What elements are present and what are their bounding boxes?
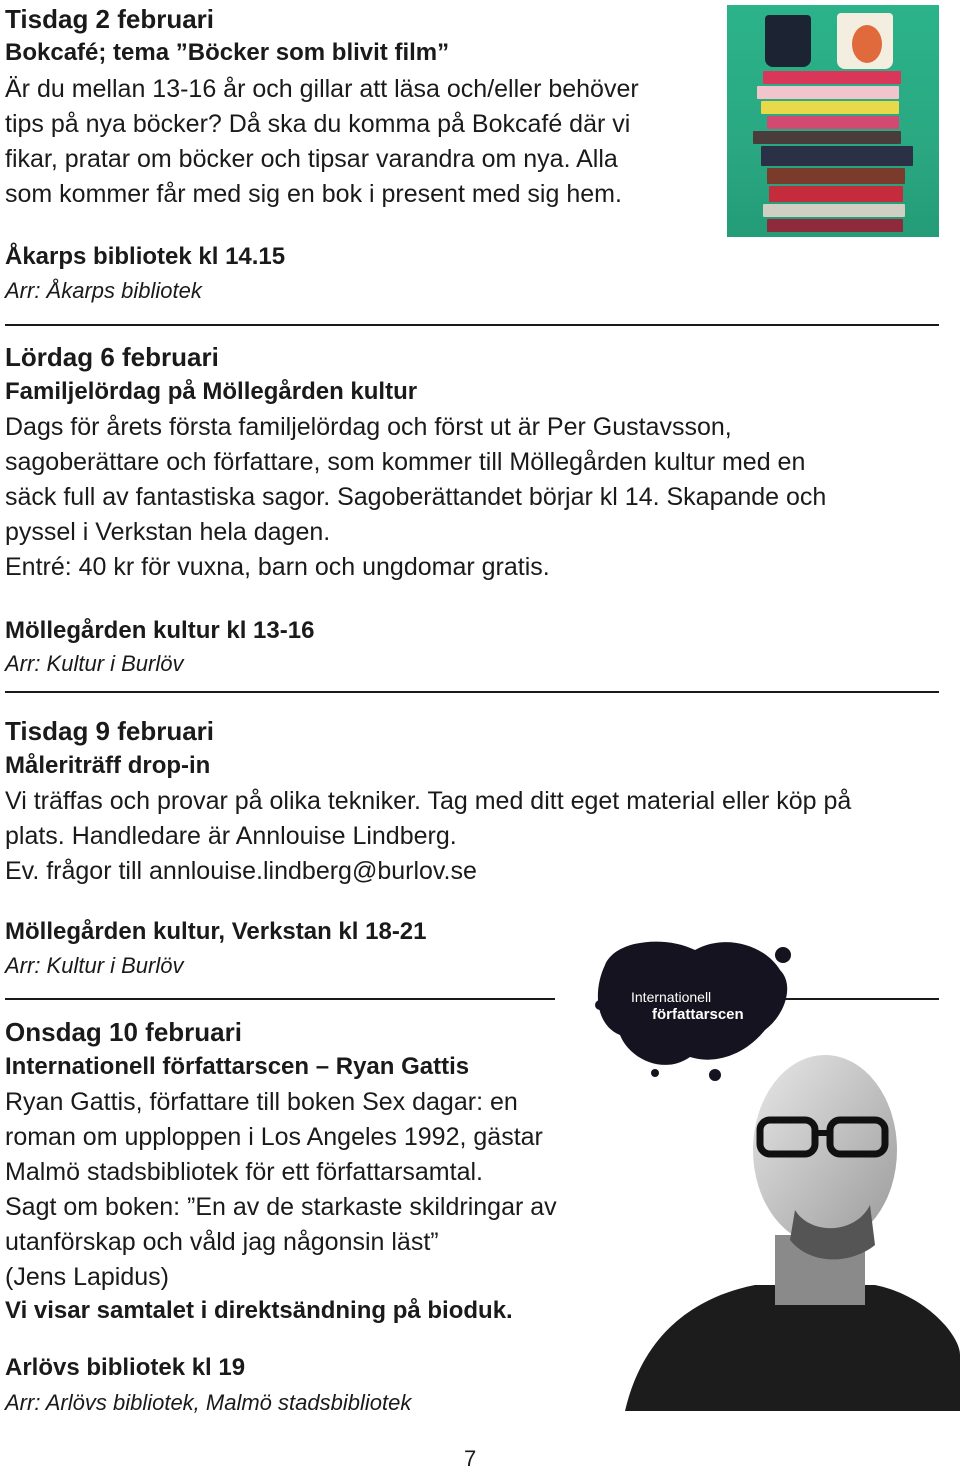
mug-icon — [765, 15, 811, 67]
event-date: Tisdag 2 februari — [5, 4, 215, 34]
event-body-line: Sagt om boken: ”En av de starkaste skildringar av — [5, 1193, 557, 1221]
author-photo — [595, 935, 960, 1411]
event-date: Lördag 6 februari — [5, 342, 219, 372]
event-body-line: Dags för årets första familjelördag och först ut är Per Gustavsson, — [5, 413, 732, 441]
event-location: Möllegården kultur, Verkstan kl 18-21 — [5, 918, 427, 945]
event-body-line: Vi träffas och provar på olika tekniker. Tag med ditt eget material eller köp på — [5, 787, 852, 815]
event-body-line: fikar, pratar om böcker och tipsar varandra om nya. Alla — [5, 145, 618, 173]
event-location: Åkarps bibliotek kl 14.15 — [5, 243, 286, 270]
event-body-line: sagoberättare och författare, som kommer till Möllegården kultur med en — [5, 448, 806, 476]
event-title: Familjelördag på Möllegården kultur — [5, 378, 418, 405]
event-date: Onsdag 10 februari — [5, 1017, 242, 1047]
event-body-line: tips på nya böcker? Då ska du komma på Bokcafé där vi — [5, 110, 631, 138]
logo-line2: författarscen — [652, 1006, 744, 1023]
page-number: 7 — [464, 1446, 477, 1471]
event-location: Arlövs bibliotek kl 19 — [5, 1354, 246, 1381]
event-body-line: roman om upploppen i Los Angeles 1992, gästar — [5, 1123, 543, 1151]
event-organizer: Arr: Kultur i Burlöv — [5, 953, 184, 978]
event-body-line: plats. Handledare är Annlouise Lindberg. — [5, 822, 457, 850]
event-body-line: Malmö stadsbibliotek för ett författarsamtal. — [5, 1158, 483, 1186]
event-location: Möllegården kultur kl 13-16 — [5, 617, 315, 644]
event-body-line: som kommer får med sig en bok i present med sig hem. — [5, 180, 622, 208]
event-body-line: säck full av fantastiska sagor. Sagoberättandet börjar kl 14. Skapande och — [5, 483, 827, 511]
event-body-line: Ev. frågor till annlouise.lindberg@burlov.se — [5, 857, 477, 885]
event-date: Tisdag 9 februari — [5, 716, 215, 746]
divider — [5, 691, 939, 693]
event-organizer: Arr: Åkarps bibliotek — [5, 278, 202, 303]
event-body-line: Entré: 40 kr för vuxna, barn och ungdomar gratis. — [5, 553, 550, 581]
event-body-line: Ryan Gattis, författare till boken Sex dagar: en — [5, 1088, 518, 1116]
divider — [5, 998, 555, 1000]
event-organizer: Arr: Kultur i Burlöv — [5, 651, 184, 676]
event-body-line: utanförskap och våld jag någonsin läst” — [5, 1228, 439, 1256]
event-title: Bokcafé; tema ”Böcker som blivit film” — [5, 39, 450, 66]
event-highlight: Vi visar samtalet i direktsändning på bioduk. — [5, 1297, 513, 1324]
event-body-line: pyssel i Verkstan hela dagen. — [5, 518, 331, 546]
logo-line1: Internationell — [631, 989, 712, 1005]
divider — [5, 324, 939, 326]
event-organizer: Arr: Arlövs bibliotek, Malmö stadsbibliotek — [5, 1390, 412, 1415]
event-body-line: (Jens Lapidus) — [5, 1263, 169, 1291]
event-title: Måleriträff drop-in — [5, 752, 211, 779]
book-stack-image — [727, 5, 939, 237]
event-body-line: Är du mellan 13-16 år och gillar att läsa och/eller behöver — [5, 75, 639, 103]
event-title: Internationell författarscen – Ryan Gattis — [5, 1053, 470, 1080]
